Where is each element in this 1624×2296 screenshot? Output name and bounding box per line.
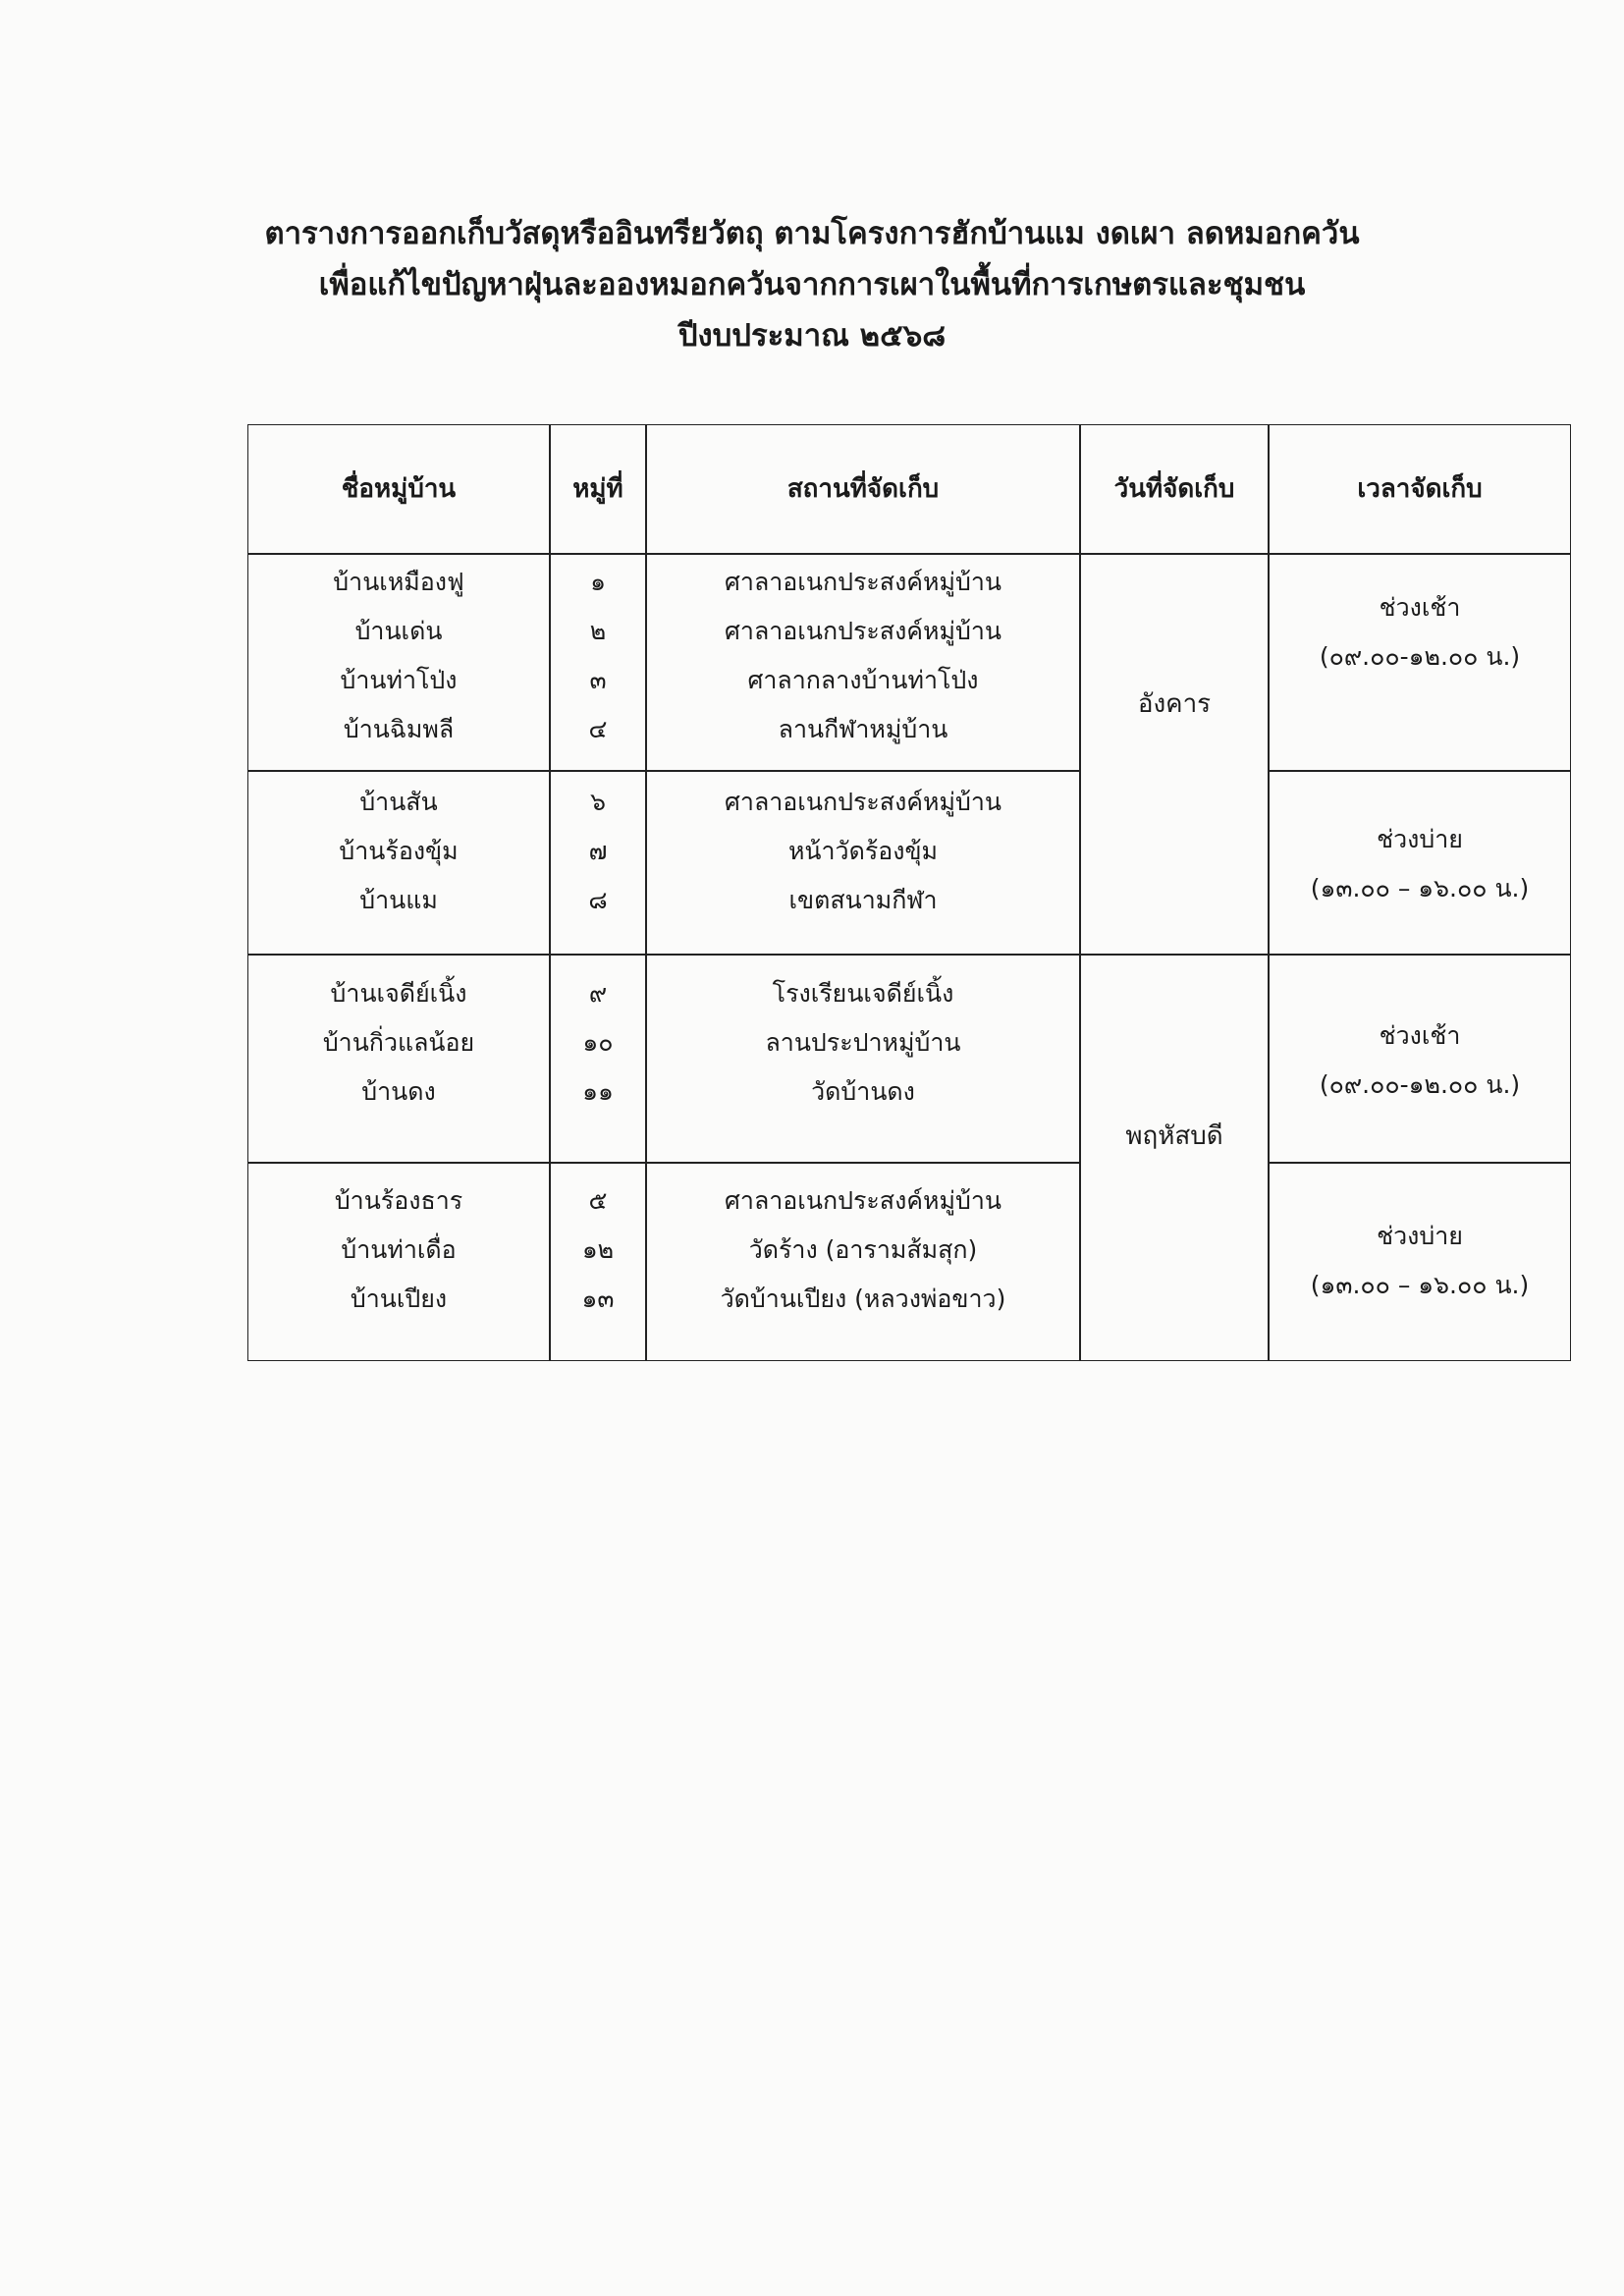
village-number: ๙	[588, 979, 608, 1008]
group-4-numbers	[550, 1176, 646, 1324]
village-number: ๘	[588, 886, 608, 914]
village-number: ๓	[589, 666, 607, 694]
village-name: บ้านแม	[359, 886, 438, 914]
group-1-villages	[247, 558, 550, 754]
time-label: ช่วงเช้า	[1379, 1021, 1461, 1050]
collection-place: โรงเรียนเจดีย์เนิ้ง	[772, 979, 954, 1008]
group-1-numbers	[550, 558, 646, 754]
collection-place: วัดบ้านดง	[811, 1077, 915, 1106]
header-village-name: ชื่อหมู่บ้าน	[341, 474, 457, 504]
village-name: บ้านเจดีย์เนิ้ง	[330, 979, 467, 1008]
time-range: (๑๓.๐๐ – ๑๖.๐๐ น.)	[1310, 1271, 1530, 1299]
time-label: ช่วงบ่าย	[1377, 1222, 1463, 1250]
group-2-time	[1269, 815, 1571, 913]
collection-day-tuesday: อังคาร	[1137, 689, 1212, 719]
village-number: ๑๒	[581, 1235, 615, 1264]
header-collection-time: เวลาจัดเก็บ	[1357, 474, 1483, 504]
title-line-2: เพื่อแก้ไขปัญหาฝุ่นละอองหมอกควันจากการเผาในพื้นที่การเกษตรและชุมชน	[318, 267, 1306, 302]
group-3-numbers	[550, 969, 646, 1117]
village-name: บ้านเหมืองฟู	[333, 568, 464, 596]
village-name: บ้านเปียง	[350, 1285, 448, 1313]
village-number: ๒	[589, 617, 607, 645]
group-1-places	[646, 558, 1080, 754]
village-name: บ้านกิ่วแลน้อย	[322, 1028, 475, 1057]
village-name: บ้านร้องธาร	[334, 1186, 463, 1215]
village-name: บ้านท่าโป่ง	[340, 666, 458, 694]
header-collection-day: วันที่จัดเก็บ	[1113, 474, 1235, 504]
collection-place: ศาลาอเนกประสงค์หมู่บ้าน	[725, 1186, 1001, 1215]
collection-place: วัดบ้านเปียง (หลวงพ่อขาว)	[720, 1285, 1006, 1313]
group-2-numbers	[550, 778, 646, 925]
collection-day-thursday: พฤหัสบดี	[1125, 1121, 1223, 1151]
header-collection-place: สถานที่จัดเก็บ	[786, 474, 940, 504]
time-range: (๐๙.๐๐-๑๒.๐๐ น.)	[1319, 642, 1521, 671]
village-number: ๕	[588, 1186, 608, 1215]
village-name: บ้านเด่น	[354, 617, 443, 645]
schedule-table	[247, 424, 1571, 1361]
group-2-places	[646, 778, 1080, 925]
collection-place: หน้าวัดร้องขุ้ม	[787, 837, 939, 865]
village-number: ๑๐	[582, 1028, 614, 1057]
village-name: บ้านร้องขุ้ม	[339, 837, 459, 865]
title-line-3: ปีงบประมาณ ๒๕๖๘	[677, 318, 947, 354]
village-number: ๑๑	[582, 1077, 614, 1106]
group-3-places	[646, 969, 1080, 1117]
time-range: (๐๙.๐๐-๑๒.๐๐ น.)	[1319, 1070, 1521, 1099]
collection-place: ลานประปาหมู่บ้าน	[765, 1028, 961, 1057]
title-line-1: ตารางการออกเก็บวัสดุหรืออินทรียวัตถุ ตามโครงการฮักบ้านแม งดเผา ลดหมอกควัน	[264, 216, 1360, 251]
group-4-villages	[247, 1176, 550, 1324]
village-name: บ้านสัน	[359, 788, 438, 816]
group-2-villages	[247, 778, 550, 925]
village-number: ๖	[590, 788, 606, 816]
document-title	[0, 208, 1624, 361]
time-range: (๑๓.๐๐ – ๑๖.๐๐ น.)	[1310, 874, 1530, 902]
collection-place: วัดร้าง (อารามส้มสุก)	[748, 1235, 978, 1264]
collection-place: ลานกีฬาหมู่บ้าน	[778, 715, 948, 743]
village-name: บ้านดง	[361, 1077, 436, 1106]
village-name: บ้านฉิมพลี	[343, 715, 455, 743]
collection-place: ศาลาอเนกประสงค์หมู่บ้าน	[725, 788, 1001, 816]
village-number: ๔	[588, 715, 608, 743]
collection-place: ศาลากลางบ้านท่าโป่ง	[747, 666, 979, 694]
header-village-number: หมู่ที่	[572, 474, 623, 504]
group-4-time	[1269, 1212, 1571, 1310]
village-number: ๗	[588, 837, 608, 865]
village-name: บ้านท่าเดื่อ	[341, 1235, 457, 1264]
group-3-villages	[247, 969, 550, 1117]
time-label: ช่วงบ่าย	[1377, 825, 1463, 853]
collection-place: เขตสนามกีฬา	[788, 886, 938, 914]
group-1-time	[1269, 583, 1571, 682]
group-3-time	[1269, 1011, 1571, 1110]
group-4-places	[646, 1176, 1080, 1324]
time-label: ช่วงเช้า	[1379, 593, 1461, 622]
collection-place: ศาลาอเนกประสงค์หมู่บ้าน	[725, 617, 1001, 645]
collection-place: ศาลาอเนกประสงค์หมู่บ้าน	[725, 568, 1001, 596]
village-number: ๑	[590, 568, 606, 596]
village-number: ๑๓	[581, 1285, 615, 1313]
